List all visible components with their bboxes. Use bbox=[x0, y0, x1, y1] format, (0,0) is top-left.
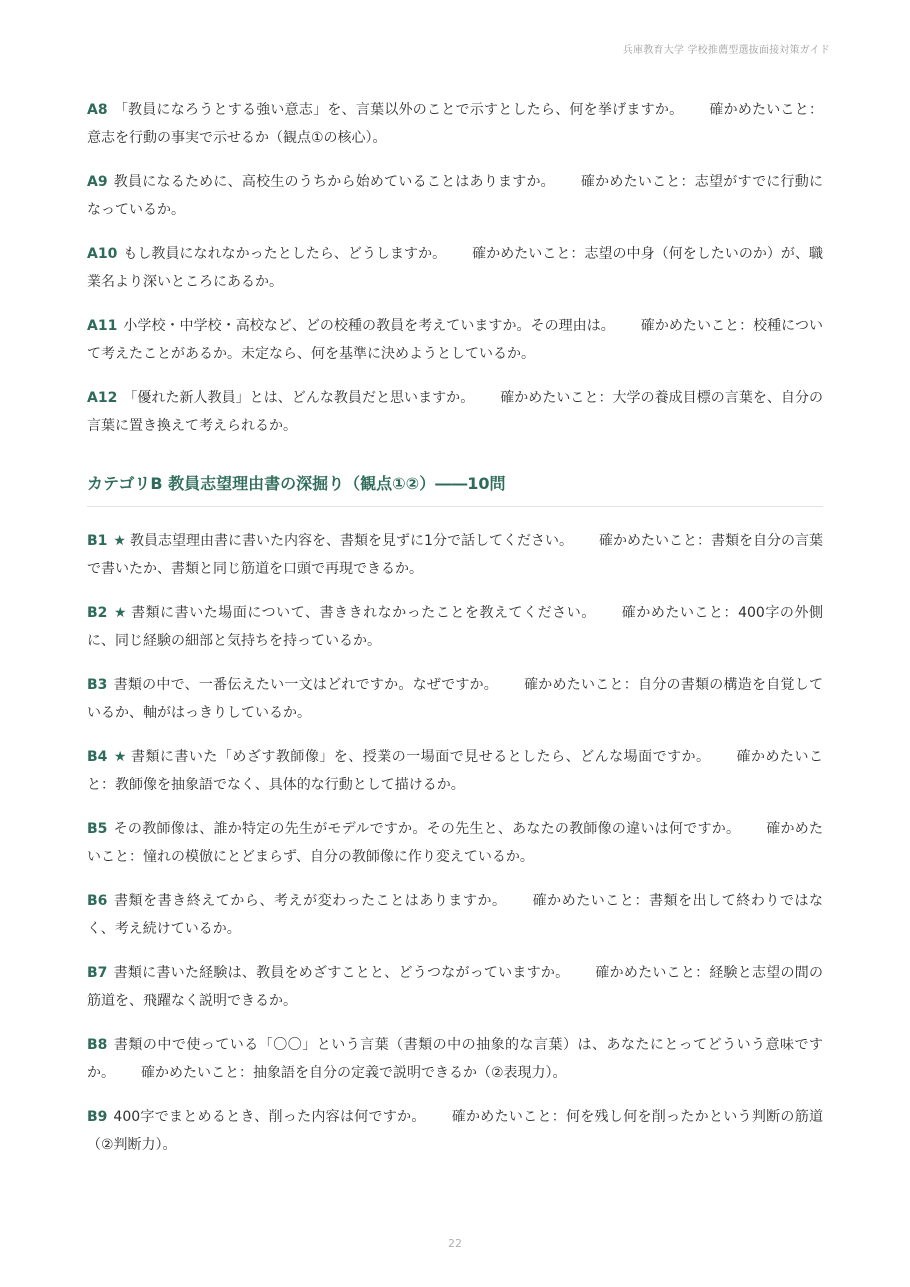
check-point: 確かめたいこと：400字の外側に、同じ経験の細部と気持ちを持っているか。 bbox=[87, 605, 823, 649]
question-id: A10 bbox=[87, 246, 118, 262]
check-point: 確かめたいこと：志望がすでに行動になっているか。 bbox=[87, 174, 824, 218]
question-text: 書類を書き終えてから、考えが変わったことはありますか。 bbox=[113, 893, 507, 909]
question-id: A11 bbox=[87, 318, 118, 334]
question-text: その教師像は、誰か特定の先生がモデルですか。その先生と、あなたの教師像の違いは何ですか。 bbox=[113, 821, 741, 837]
check-point: 確かめたいこと：意志を行動の事実で示せるか（観点①の核心）。 bbox=[87, 102, 824, 146]
question-id: B8 bbox=[87, 1037, 108, 1053]
question-item bbox=[87, 96, 823, 152]
question-text: 書類に書いた経験は、教員をめざすことと、どうつながっていますか。 bbox=[113, 965, 570, 981]
question-item bbox=[87, 168, 823, 224]
check-point: 確かめたいこと：教師像を抽象語でなく、具体的な行動として描けるか。 bbox=[87, 749, 823, 793]
section-b-title: カテゴリB 教員志望理由書の深掘り（観点①②）――10問 bbox=[87, 474, 823, 507]
question-id: B7 bbox=[87, 965, 108, 981]
question-item bbox=[87, 743, 823, 799]
question-item bbox=[87, 240, 823, 296]
question-item bbox=[87, 815, 823, 871]
question-text: 教員志望理由書に書いた内容を、書類を見ずに1分で話してください。 bbox=[129, 533, 573, 549]
page-content bbox=[87, 96, 823, 1175]
question-text: 書類に書いた場面について、書ききれなかったことを教えてください。 bbox=[131, 605, 596, 621]
question-item bbox=[87, 887, 823, 943]
question-id: A9 bbox=[87, 174, 108, 190]
question-id: B5 bbox=[87, 821, 108, 837]
question-text: もし教員になれなかったとしたら、どうしますか。 bbox=[123, 246, 447, 262]
page-number: 22 bbox=[448, 1237, 462, 1250]
check-point: 確かめたいこと：書類を出して終わりではなく、考え続けているか。 bbox=[87, 893, 824, 937]
check-point: 確かめたいこと：書類を自分の言葉で書いたか、書類と同じ筋道を口頭で再現できるか。 bbox=[87, 533, 824, 577]
question-id: B9 bbox=[87, 1109, 108, 1125]
check-point: 確かめたいこと：自分の書類の構造を自覚しているか、軸がはっきりしているか。 bbox=[87, 677, 824, 721]
question-id: B6 bbox=[87, 893, 108, 909]
question-item bbox=[87, 599, 823, 655]
question-item bbox=[87, 527, 823, 583]
question-id: B3 bbox=[87, 677, 108, 693]
question-text: 400字でまとめるとき、削った内容は何ですか。 bbox=[113, 1109, 426, 1125]
question-text: 小学校・中学校・高校など、どの校種の教員を考えていますか。その理由は。 bbox=[123, 318, 615, 334]
check-point: 確かめたいこと：何を残し何を削ったかという判断の筋道（②判断力）。 bbox=[87, 1109, 823, 1153]
question-id: B2 bbox=[87, 605, 108, 621]
question-item bbox=[87, 384, 823, 440]
star-icon: ★ bbox=[113, 605, 128, 621]
question-text: 書類の中で使っている「〇〇」という言葉（書類の中の抽象的な言葉）は、あなたにとってどういう意味ですか。 bbox=[87, 1037, 823, 1081]
star-icon: ★ bbox=[113, 533, 126, 549]
question-text: 「優れた新人教員」とは、どんな教員だと思いますか。 bbox=[123, 390, 475, 406]
check-point: 確かめたいこと：志望の中身（何をしたいのか）が、職業名より深いところにあるか。 bbox=[87, 246, 824, 290]
check-point: 確かめたいこと：憧れの模倣にとどまらず、自分の教師像に作り変えているか。 bbox=[87, 821, 823, 865]
section-b-list bbox=[87, 527, 823, 1159]
question-id: B4 bbox=[87, 749, 108, 765]
question-text: 教員になるために、高校生のうちから始めていることはありますか。 bbox=[113, 174, 555, 190]
question-text: 書類に書いた「めざす教師像」を、授業の一場面で見せるとしたら、どんな場面ですか。 bbox=[130, 749, 711, 765]
check-point: 確かめたいこと：経験と志望の間の筋道を、飛躍なく説明できるか。 bbox=[87, 965, 824, 1009]
question-id: B1 bbox=[87, 533, 108, 549]
question-item bbox=[87, 1103, 823, 1159]
running-header: 兵庫教育大学 学校推薦型選抜面接対策ガイド bbox=[622, 45, 830, 56]
question-text: 「教員になろうとする強い意志」を、言葉以外のことで示すとしたら、何を挙げますか。 bbox=[113, 102, 684, 118]
question-text: 書類の中で、一番伝えたい一文はどれですか。なぜですか。 bbox=[113, 677, 499, 693]
question-id: A12 bbox=[87, 390, 118, 406]
question-id: A8 bbox=[87, 102, 108, 118]
section-a-list bbox=[87, 96, 823, 440]
question-item bbox=[87, 1031, 823, 1087]
question-item bbox=[87, 959, 823, 1015]
check-point: 確かめたいこと：大学の養成目標の言葉を、自分の言葉に置き換えて考えられるか。 bbox=[87, 390, 823, 434]
question-item bbox=[87, 312, 823, 368]
check-point: 確かめたいこと：抽象語を自分の定義で説明できるか（②表現力）。 bbox=[141, 1065, 567, 1081]
question-item bbox=[87, 671, 823, 727]
check-point: 確かめたいこと：校種について考えたことがあるか。未定なら、何を基準に決めようとしているか。 bbox=[87, 318, 823, 362]
star-icon: ★ bbox=[113, 749, 127, 765]
